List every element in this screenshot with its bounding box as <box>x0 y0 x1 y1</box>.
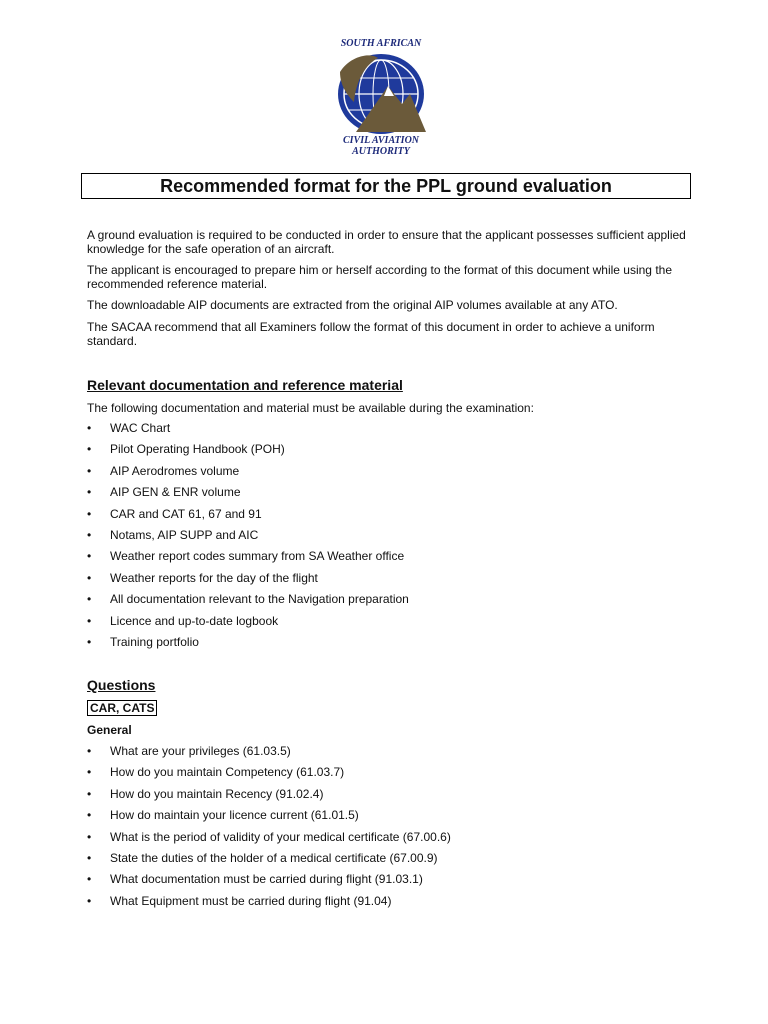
bullet-icon: • <box>87 463 92 478</box>
bullet-icon: • <box>87 872 92 887</box>
list-item <box>87 787 451 808</box>
list-item <box>87 851 451 872</box>
list-item-text: AIP GEN & ENR volume <box>110 485 241 500</box>
questions-heading: Questions <box>87 677 156 693</box>
list-item-text: What are your privileges (61.03.5) <box>110 744 291 758</box>
list-item <box>87 571 409 592</box>
documentation-list <box>87 421 409 656</box>
bullet-icon: • <box>87 808 92 823</box>
bullet-icon: • <box>87 592 92 607</box>
list-item <box>87 592 409 613</box>
list-item <box>87 528 409 549</box>
list-item-text: How do you maintain Competency (61.03.7) <box>110 765 345 780</box>
bullet-icon: • <box>87 485 92 500</box>
bullet-icon: • <box>87 442 92 457</box>
bullet-icon: • <box>87 893 92 908</box>
intro-paragraph-1: A ground evaluation is required to be conducted in order to ensure that the applicant possesses sufficient applied knowledge for the safe operation of an aircraft. <box>87 228 686 256</box>
list-item <box>87 614 409 635</box>
list-item-text: WAC Chart <box>110 421 171 435</box>
section-label-car-cats: CAR, CATS <box>87 700 157 716</box>
bullet-icon: • <box>87 829 92 844</box>
list-item <box>87 421 409 442</box>
list-item-text: Weather report codes summary from SA Weather office <box>110 549 405 564</box>
sacaa-logo <box>326 36 436 160</box>
list-item-text: How do maintain your licence current (61.01.5) <box>110 808 359 823</box>
intro-paragraph-4: The SACAA recommend that all Examiners follow the format of this document in order to achieve a uniform standard. <box>87 320 655 348</box>
list-item-text: Notams, AIP SUPP and AIC <box>110 527 259 542</box>
list-item <box>87 485 409 506</box>
list-item-text: Weather reports for the day of the flight <box>110 570 318 585</box>
document-title: Recommended format for the PPL ground evaluation <box>81 173 691 199</box>
general-subheading: General <box>87 723 132 737</box>
questions-list <box>87 744 451 915</box>
bullet-icon: • <box>87 527 92 542</box>
documentation-lead: The following documentation and material must be available during the examination: <box>87 401 534 415</box>
logo-bottom-line1: CIVIL AVIATION <box>342 135 420 146</box>
list-item-text: What Equipment must be carried during flight (91.04) <box>110 893 392 908</box>
list-item <box>87 894 451 915</box>
list-item-text: How do you maintain Recency (91.02.4) <box>110 786 324 801</box>
logo-bottom-text <box>326 135 436 157</box>
bullet-icon: • <box>87 634 92 649</box>
list-item <box>87 872 451 893</box>
documentation-heading: Relevant documentation and reference material <box>87 377 403 393</box>
list-item-text: CAR and CAT 61, 67 and 91 <box>110 506 262 521</box>
list-item <box>87 549 409 570</box>
list-item <box>87 464 409 485</box>
list-item-text: Licence and up-to-date logbook <box>110 613 279 628</box>
intro-paragraph-3: The downloadable AIP documents are extracted from the original AIP volumes available at any ATO. <box>87 298 618 312</box>
bullet-icon: • <box>87 765 92 780</box>
list-item <box>87 635 409 656</box>
list-item-text: What documentation must be carried during flight (91.03.1) <box>110 872 423 887</box>
list-item-text: What is the period of validity of your medical certificate (67.00.6) <box>110 829 451 844</box>
list-item-text: Training portfolio <box>110 634 199 649</box>
bullet-icon: • <box>87 421 92 435</box>
logo-top-text: SOUTH AFRICAN <box>340 38 422 49</box>
bullet-icon: • <box>87 744 92 758</box>
bullet-icon: • <box>87 613 92 628</box>
list-item-text: Pilot Operating Handbook (POH) <box>110 442 285 457</box>
list-item-text: State the duties of the holder of a medical certificate (67.00.9) <box>110 850 438 865</box>
list-item <box>87 830 451 851</box>
intro-paragraph-2: The applicant is encouraged to prepare him or herself according to the format of this document while using the recommended reference material. <box>87 263 672 291</box>
bullet-icon: • <box>87 786 92 801</box>
list-item-text: AIP Aerodromes volume <box>110 463 240 478</box>
list-item <box>87 744 451 765</box>
bullet-icon: • <box>87 506 92 521</box>
list-item <box>87 765 451 786</box>
bullet-icon: • <box>87 549 92 564</box>
bullet-icon: • <box>87 850 92 865</box>
list-item <box>87 808 451 829</box>
list-item <box>87 507 409 528</box>
list-item <box>87 442 409 463</box>
list-item-text: All documentation relevant to the Navigation preparation <box>110 592 409 607</box>
logo-bottom-line2: AUTHORITY <box>352 146 410 157</box>
bullet-icon: • <box>87 570 92 585</box>
